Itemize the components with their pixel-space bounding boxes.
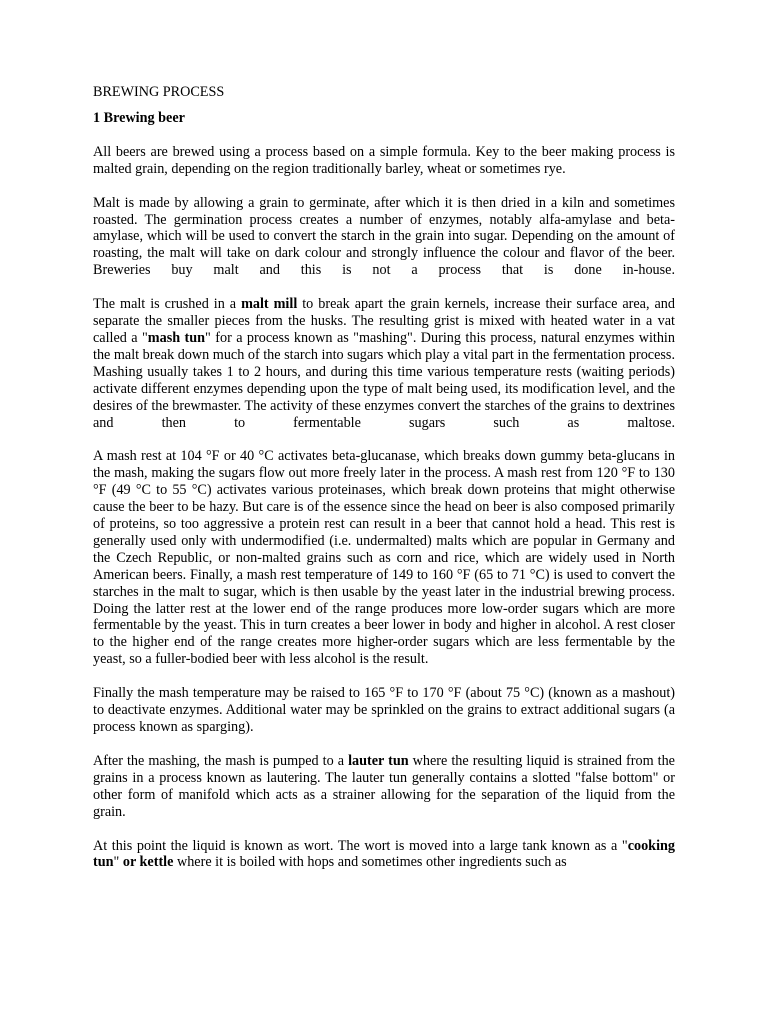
text-run: All beers are brewed using a process based on a simple formula. Key to the beer making process is malted grain, depending on the region traditionally barley, wheat or sometimes rye. bbox=[93, 143, 675, 177]
text-run: The malt is crushed in a bbox=[93, 296, 242, 313]
body-paragraph bbox=[93, 144, 675, 178]
text-run: Malt is made by allowing a grain to germinate, after which it is then dried in a kiln and sometimes roasted. The germination process creates a number of enzymes, notably alfa-amylase and beta-amylase, which will be used to convert the starch in the grain into sugar. Depending on the amount of roasting, the malt will take on dark colour and strongly influence the colour and flavor of the beer. Breweries buy malt and this is not a process that is done in-house. bbox=[93, 194, 675, 279]
bold-term: mash tun bbox=[147, 329, 206, 346]
body-paragraph bbox=[93, 685, 675, 736]
document-body bbox=[93, 144, 675, 872]
body-paragraph bbox=[93, 838, 675, 872]
body-paragraph bbox=[93, 753, 675, 821]
text-run: " for a process known as "mashing". During this process, natural enzymes within the malt break down much of the starch into sugars which play a vital part in the fermentation process. Mashing usually takes 1 to 2 hours, and during this time various temperature rests (waiting periods) activate different enzymes depending upon the type of malt being used, its modification level, and the desires of the brewmaster. The activity of these enzymes convert the starches of the grains to dextrines and then to fermentable sugars such as maltose. bbox=[93, 329, 675, 431]
bold-term: or kettle bbox=[122, 854, 174, 871]
text-run: where it is boiled with hops and sometimes other ingredients such as bbox=[173, 854, 567, 871]
section-heading: 1 Brewing beer bbox=[93, 109, 185, 126]
text-run: A mash rest at 104 °F or 40 °C activates beta-glucanase, which breaks down gummy beta-glucans in the mash, making the sugars flow out more freely later in the process. A mash rest from 120 °F to 130 °F (49 °C to 55 °C) activates various proteinases, which break down proteins that might otherwise cause the beer to be hazy. But care is of the essence since the head on beer is also composed primarily of proteins, so too aggressive a protein rest can result in a beer that cannot hold a head. This rest is generally used only with undermodified (i.e. undermalted) malts which are popular in Germany and the Czech Republic, or non-malted grains such as corn and rice, which are widely used in North American beers. Finally, a mash rest temperature of 149 to 160 °F (65 to 71 °C) is used to convert the starches in the malt to sugar, which is then usable by the yeast later in the industrial brewing process. Doing the latter rest at the lower end of the range produces more low-order sugars which are more fermentable by the yeast. This in turn creates a beer lower in body and higher in alcohol. A rest closer to the higher end of the range creates more higher-order sugars which are less fermentable by the yeast, so a fuller-bodied beer with less alcohol is the result. bbox=[93, 448, 675, 668]
document-page bbox=[93, 84, 675, 888]
body-paragraph bbox=[93, 195, 675, 280]
body-paragraph bbox=[93, 448, 675, 668]
body-paragraph bbox=[93, 296, 675, 431]
bold-term: lauter tun bbox=[348, 752, 409, 769]
text-run: to break apart the grain kernels, increase their surface area, and separate the smaller pieces from the husks. The resulting grist is mixed with heated water in a vat called a " bbox=[93, 296, 675, 346]
document-title: BREWING PROCESS bbox=[93, 84, 225, 100]
text-run: After the mashing, the mash is pumped to a bbox=[93, 752, 349, 769]
bold-term: malt mill bbox=[241, 296, 298, 313]
text-run: " bbox=[113, 854, 123, 871]
bold-term: cooking tun bbox=[93, 837, 675, 871]
text-run: Finally the mash temperature may be raised to 165 °F to 170 °F (about 75 °C) (known as a mashout) to deactivate enzymes. Additional water may be sprinkled on the grains to extract additional sugars (a process known as sparging). bbox=[93, 685, 675, 735]
text-run: At this point the liquid is known as wort. The wort is moved into a large tank known as a " bbox=[93, 837, 628, 854]
text-run: where the resulting liquid is strained from the grains in a process known as lautering. The lauter tun generally contains a slotted "false bottom" or other form of manifold which acts as a strainer allowing for the separation of the liquid from the grain. bbox=[93, 752, 675, 820]
